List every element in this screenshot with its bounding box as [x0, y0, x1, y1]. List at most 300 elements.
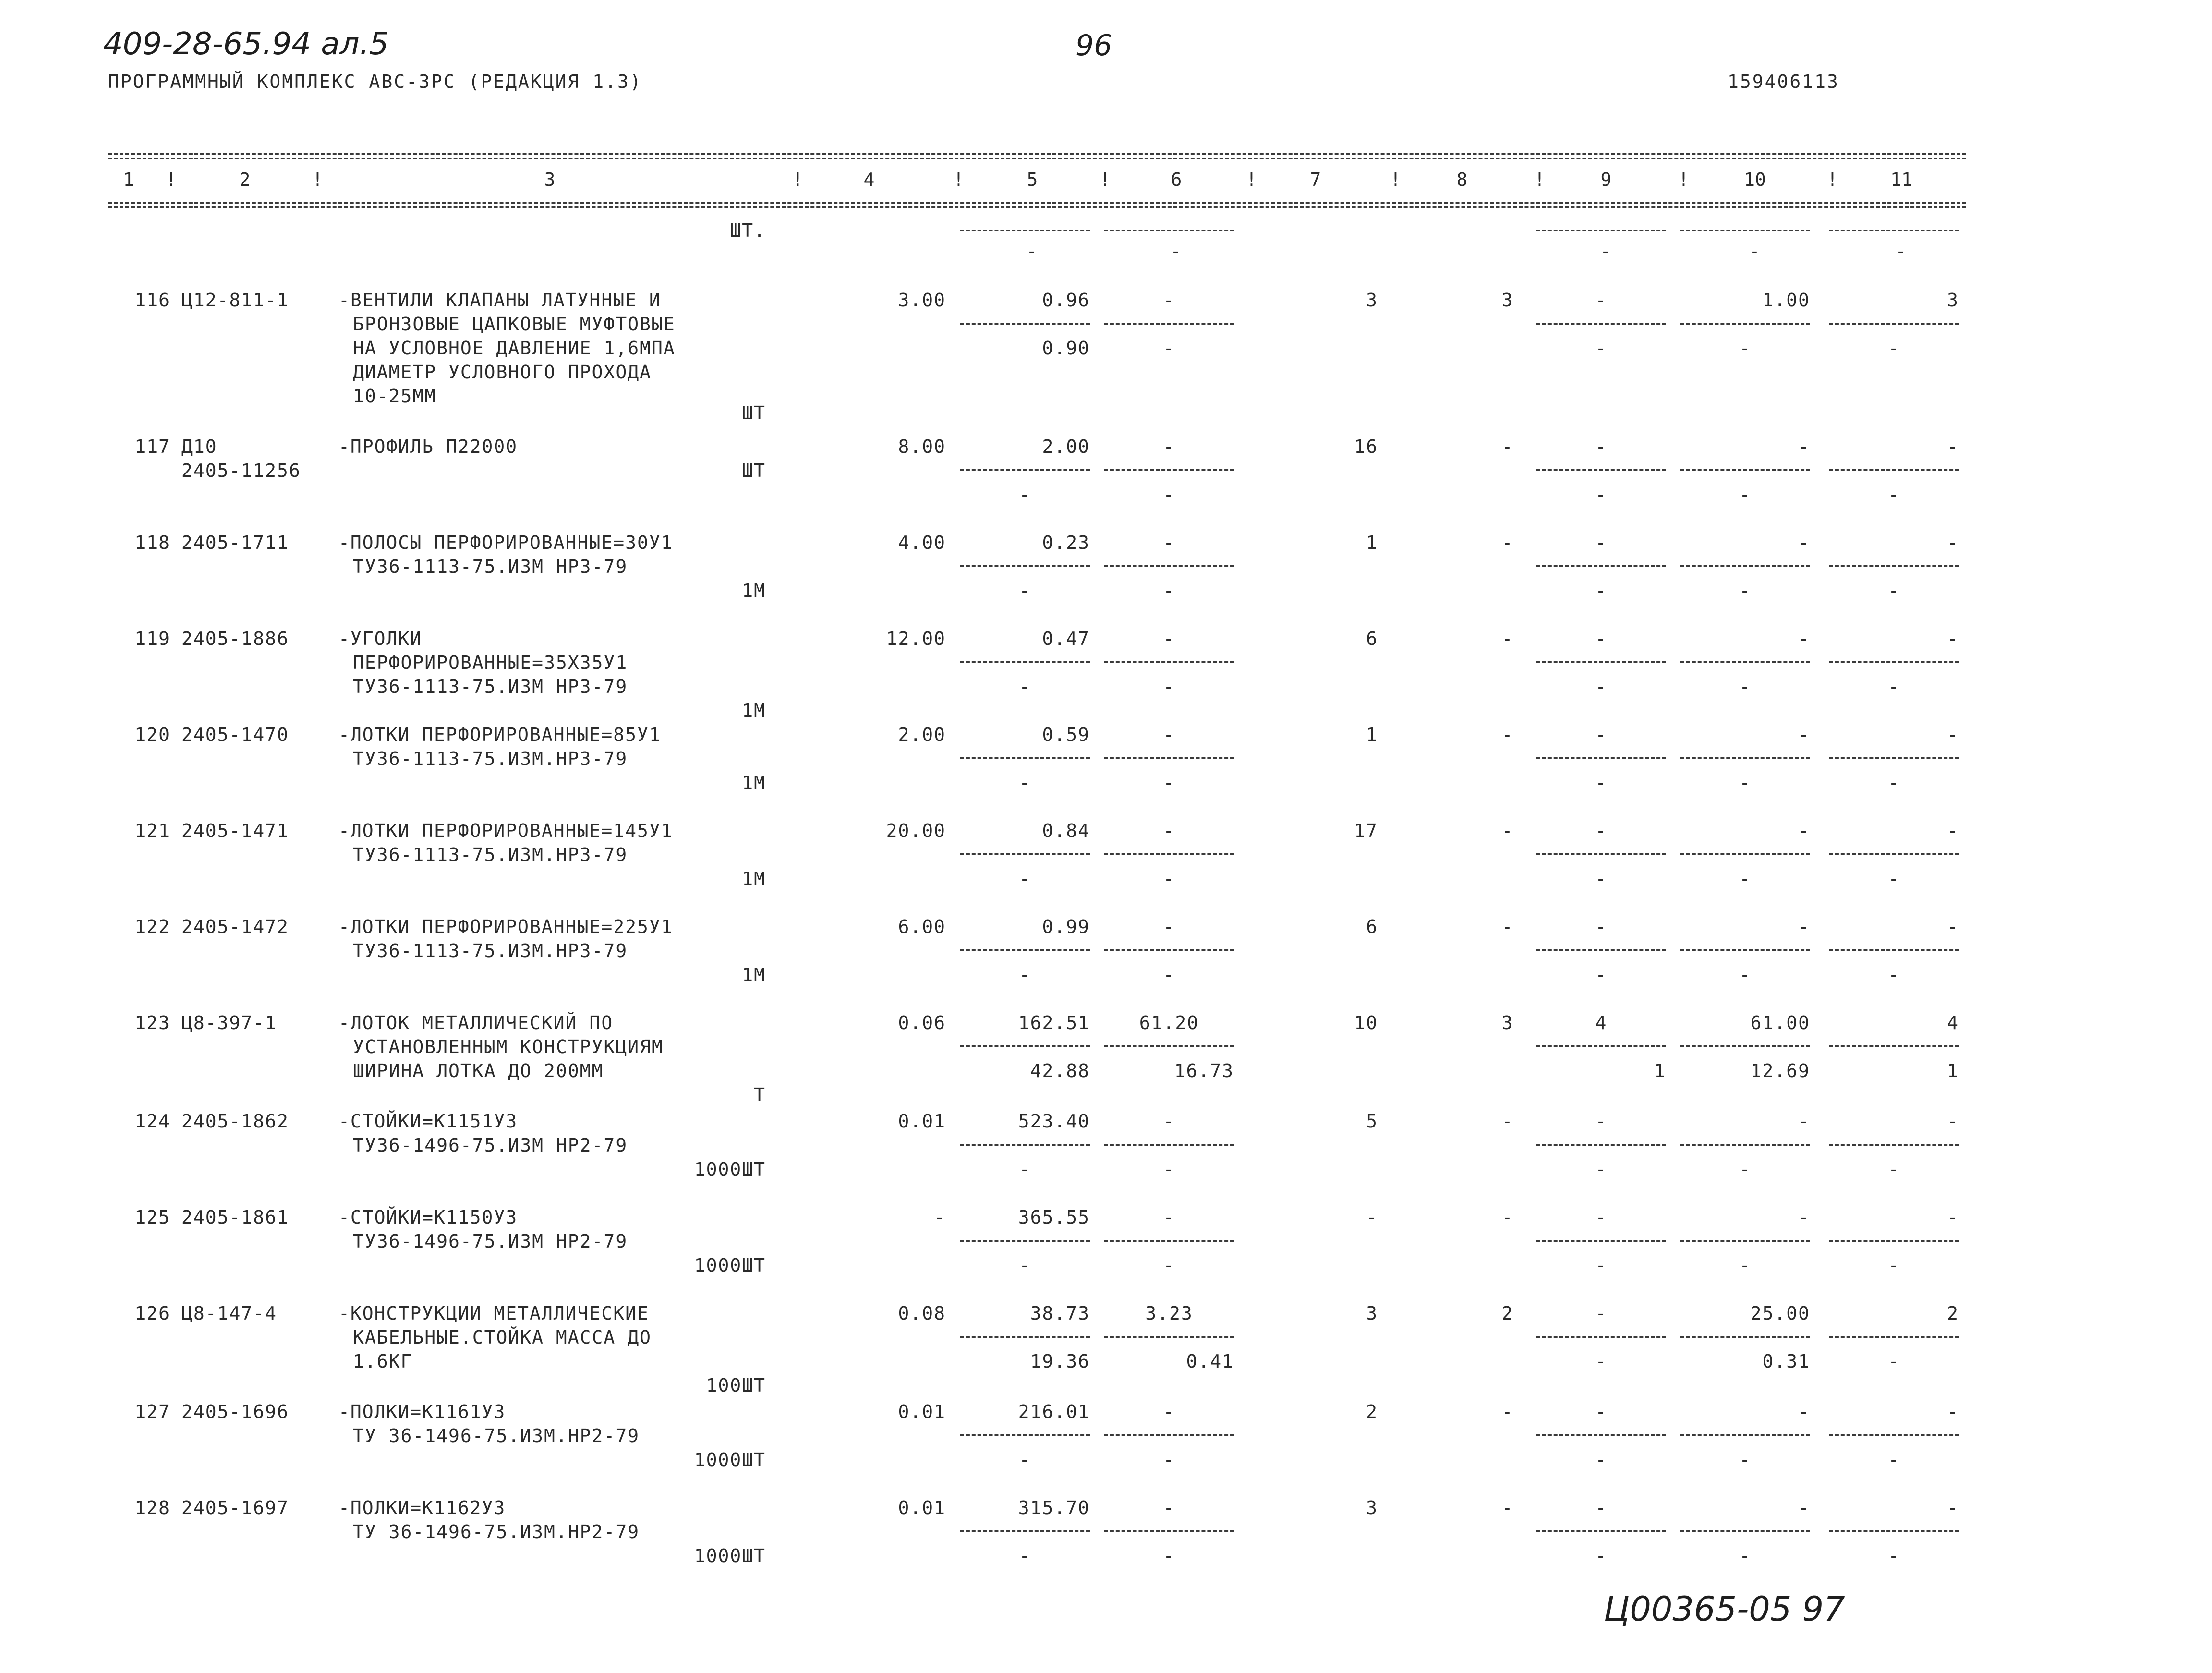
cost-value-secondary: -	[1019, 1159, 1031, 1180]
value-col-11-secondary: -	[1888, 772, 1900, 793]
resource-description: ДИАМЕТР УСЛОВНОГО ПРОХОДА	[353, 362, 652, 383]
page-number: 96	[1076, 29, 1112, 62]
column-separator: !	[1827, 169, 1838, 190]
value-col-11-secondary: -	[1888, 1255, 1900, 1276]
row-number: 128	[134, 1497, 170, 1518]
value-divider	[1829, 757, 1959, 759]
value-col-8: -	[1501, 1497, 1514, 1518]
resource-description: БРОНЗОВЫЕ ЦАПКОВЫЕ МУФТОВЫЕ	[353, 314, 676, 335]
value-col-11: -	[1947, 1497, 1959, 1518]
value-col-8: -	[1501, 916, 1514, 937]
resource-description: ТУ36-1113-75.ИЗМ.НР3-79	[353, 844, 628, 865]
resource-description: -СТОЙКИ=К1150У3	[338, 1207, 518, 1228]
resource-description: ТУ36-1113-75.ИЗМ НР3-79	[353, 676, 628, 697]
cost-value: 0.84	[1042, 820, 1090, 841]
value-col-7: 1	[1366, 532, 1378, 553]
cost-value: 523.40	[1018, 1111, 1090, 1132]
value-divider	[1680, 230, 1810, 231]
header-rule-bottom	[108, 202, 1966, 204]
value-col-8: 2	[1501, 1303, 1514, 1324]
cost-value-secondary: -	[1019, 1545, 1031, 1566]
header-rule-top-2	[108, 158, 1966, 159]
value-divider	[1536, 565, 1666, 567]
row-number: 122	[134, 916, 170, 937]
column-header-6: 6	[1171, 169, 1182, 190]
cost-value-secondary: 0.90	[1042, 338, 1090, 359]
cost-value-secondary: -	[1163, 964, 1175, 985]
column-header-9: 9	[1600, 169, 1612, 190]
cost-value: -	[1163, 916, 1175, 937]
column-separator: !	[1390, 169, 1401, 190]
value-col-9-secondary: -	[1595, 338, 1608, 359]
value-col-8: -	[1501, 1401, 1514, 1422]
value-col-10-secondary: -	[1739, 484, 1752, 505]
column-header-7: 7	[1310, 169, 1321, 190]
header-rule-top	[108, 153, 1966, 155]
value-col-9: -	[1595, 1111, 1608, 1132]
value-divider	[1829, 1045, 1959, 1047]
row-number: 121	[134, 820, 170, 841]
column-header-3: 3	[544, 169, 556, 190]
column-separator: !	[792, 169, 803, 190]
value-col-9: 4	[1595, 1012, 1608, 1033]
value-divider	[1680, 949, 1810, 951]
value-col-9: -	[1595, 916, 1608, 937]
value-divider	[960, 565, 1090, 567]
column-separator: !	[1246, 169, 1257, 190]
quantity-value: 0.01	[898, 1111, 946, 1132]
value-divider	[960, 1434, 1090, 1436]
row-number: 126	[134, 1303, 170, 1324]
resource-code: Ц8-147-4	[181, 1303, 278, 1324]
empty-value: -	[1026, 241, 1039, 262]
resource-description: -ЛОТКИ ПЕРФОРИРОВАННЫЕ=85У1	[338, 724, 661, 745]
row-number: 120	[134, 724, 170, 745]
value-divider	[1829, 1434, 1959, 1436]
value-col-11: -	[1947, 532, 1959, 553]
value-divider	[1536, 853, 1666, 855]
value-divider	[1536, 1144, 1666, 1146]
value-col-10: -	[1798, 724, 1810, 745]
value-col-10: -	[1798, 628, 1810, 649]
value-divider	[1104, 1336, 1234, 1338]
value-col-7: 16	[1354, 436, 1378, 457]
row-number: 127	[134, 1401, 170, 1422]
unit-label: 1М	[742, 580, 766, 601]
unit-label: 1000ШТ	[694, 1159, 766, 1180]
cost-value-secondary: 42.88	[1030, 1060, 1090, 1081]
resource-code: 2405-1472	[181, 916, 289, 937]
cost-value-secondary: -	[1019, 484, 1031, 505]
value-col-10-secondary: -	[1739, 1255, 1752, 1276]
value-col-11: 2	[1947, 1303, 1959, 1324]
value-col-8: -	[1501, 724, 1514, 745]
value-col-11: -	[1947, 820, 1959, 841]
value-col-10-secondary: -	[1739, 868, 1752, 889]
value-divider	[1104, 469, 1234, 471]
value-divider	[1829, 949, 1959, 951]
value-col-10: -	[1798, 820, 1810, 841]
value-divider	[1680, 757, 1810, 759]
quantity-value: 6.00	[898, 916, 946, 937]
value-col-9: -	[1595, 532, 1608, 553]
archive-stamp: Ц00365-05 97	[1604, 1589, 1845, 1629]
resource-code: 2405-1470	[181, 724, 289, 745]
cost-value-secondary: 0.41	[1186, 1351, 1234, 1372]
quantity-value: 0.06	[898, 1012, 946, 1033]
cost-value: 0.23	[1042, 532, 1090, 553]
value-col-7: 10	[1354, 1012, 1378, 1033]
row-number: 116	[134, 290, 170, 311]
value-col-11: -	[1947, 916, 1959, 937]
column-header-2: 2	[239, 169, 251, 190]
value-col-9-secondary: -	[1595, 1255, 1608, 1276]
value-divider	[1680, 323, 1810, 325]
quantity-value: 8.00	[898, 436, 946, 457]
cost-value-secondary: -	[1163, 1159, 1175, 1180]
value-col-7: 5	[1366, 1111, 1378, 1132]
value-divider	[1680, 1144, 1810, 1146]
resource-code: 2405-1471	[181, 820, 289, 841]
resource-description: 1.6КГ	[353, 1351, 413, 1372]
value-col-9: -	[1595, 290, 1608, 311]
resource-code: Д10	[181, 436, 218, 457]
cost-value: 2.00	[1042, 436, 1090, 457]
header-rule-bottom-2	[108, 206, 1966, 208]
value-divider	[960, 1045, 1090, 1047]
value-divider	[1829, 661, 1959, 663]
resource-description: НА УСЛОВНОЕ ДАВЛЕНИЕ 1,6МПА	[353, 338, 676, 359]
value-col-9-secondary: 1	[1654, 1060, 1666, 1081]
cost-value: 315.70	[1018, 1497, 1090, 1518]
value-col-10-secondary: -	[1739, 1545, 1752, 1566]
cost-value: 3.23	[1145, 1303, 1193, 1324]
column-header-1: 1	[123, 169, 134, 190]
cost-value: -	[1163, 724, 1175, 745]
value-divider	[960, 323, 1090, 325]
value-col-11-secondary: 1	[1947, 1060, 1959, 1081]
row-number: 118	[134, 532, 170, 553]
value-divider	[1829, 853, 1959, 855]
value-col-11: -	[1947, 628, 1959, 649]
resource-description: -ПОЛОСЫ ПЕРФОРИРОВАННЫЕ=30У1	[338, 532, 673, 553]
value-col-8: -	[1501, 1207, 1514, 1228]
value-col-10-secondary: -	[1739, 676, 1752, 697]
value-col-7: 3	[1366, 290, 1378, 311]
value-col-10-secondary: -	[1739, 338, 1752, 359]
resource-code: 2405-11256	[181, 460, 301, 481]
cost-value-secondary: 16.73	[1174, 1060, 1234, 1081]
value-divider	[1680, 469, 1810, 471]
cost-value-secondary: 19.36	[1030, 1351, 1090, 1372]
empty-value: -	[1895, 241, 1908, 262]
resource-description: УСТАНОВЛЕННЫМ КОНСТРУКЦИЯМ	[353, 1036, 664, 1057]
value-divider	[1829, 1530, 1959, 1532]
value-divider	[1680, 1045, 1810, 1047]
cost-value-secondary: -	[1163, 484, 1175, 505]
cost-value-secondary: -	[1163, 676, 1175, 697]
unit-label: 1М	[742, 868, 766, 889]
value-divider	[1829, 323, 1959, 325]
value-col-9-secondary: -	[1595, 1449, 1608, 1470]
cost-value: -	[1163, 436, 1175, 457]
cost-value-secondary: -	[1019, 580, 1031, 601]
value-divider	[1104, 1530, 1234, 1532]
value-col-8: -	[1501, 1111, 1514, 1132]
quantity-value: 0.01	[898, 1497, 946, 1518]
resource-code: 2405-1886	[181, 628, 289, 649]
resource-description: -ПРОФИЛЬ П22000	[338, 436, 518, 457]
quantity-value: 4.00	[898, 532, 946, 553]
value-divider	[1536, 757, 1666, 759]
value-divider	[1104, 757, 1234, 759]
row-number: 119	[134, 628, 170, 649]
value-divider	[1104, 230, 1234, 231]
unit-label: 1000ШТ	[694, 1545, 766, 1566]
value-col-9: -	[1595, 724, 1608, 745]
value-divider	[1829, 1240, 1959, 1242]
cost-value: -	[1163, 1111, 1175, 1132]
column-separator: !	[166, 169, 177, 190]
cost-value: 216.01	[1018, 1401, 1090, 1422]
resource-description: ТУ36-1496-75.ИЗМ НР2-79	[353, 1231, 628, 1252]
resource-description: -ЛОТКИ ПЕРФОРИРОВАННЫЕ=225У1	[338, 916, 673, 937]
value-col-11-secondary: -	[1888, 1159, 1900, 1180]
column-header-5: 5	[1027, 169, 1038, 190]
value-col-10: 25.00	[1750, 1303, 1810, 1324]
resource-description: -ЛОТКИ ПЕРФОРИРОВАННЫЕ=145У1	[338, 820, 673, 841]
unit-label: ШТ	[742, 402, 766, 424]
cost-value: 0.47	[1042, 628, 1090, 649]
value-divider	[1104, 1434, 1234, 1436]
unit-label: ШТ	[742, 460, 766, 481]
column-separator: !	[1100, 169, 1111, 190]
cost-value: 0.96	[1042, 290, 1090, 311]
value-divider	[1536, 323, 1666, 325]
resource-description: ТУ36-1113-75.ИЗМ.НР3-79	[353, 748, 628, 769]
resource-description: -УГОЛКИ	[338, 628, 423, 649]
value-col-10-secondary: -	[1739, 772, 1752, 793]
value-col-10-secondary: -	[1739, 1159, 1752, 1180]
resource-description: -СТОЙКИ=К1151У3	[338, 1111, 518, 1132]
unit-label: 1М	[742, 964, 766, 985]
cost-value: -	[1163, 1497, 1175, 1518]
value-col-8: -	[1501, 820, 1514, 841]
cost-value: -	[1163, 628, 1175, 649]
value-col-10-secondary: -	[1739, 1449, 1752, 1470]
value-col-11: -	[1947, 724, 1959, 745]
resource-code: Ц8-397-1	[181, 1012, 278, 1033]
value-col-7: 17	[1354, 820, 1378, 841]
column-separator: !	[312, 169, 323, 190]
cost-value-secondary: -	[1019, 964, 1031, 985]
value-col-8: -	[1501, 436, 1514, 457]
resource-description: ТУ 36-1496-75.ИЗМ.НР2-79	[353, 1425, 640, 1446]
resource-description: КАБЕЛЬНЫЕ.СТОЙКА МАССА ДО	[353, 1327, 652, 1348]
value-divider	[1536, 1530, 1666, 1532]
value-divider	[1536, 949, 1666, 951]
value-col-9: -	[1595, 1497, 1608, 1518]
cost-value: -	[1163, 1207, 1175, 1228]
quantity-value: -	[934, 1207, 946, 1228]
value-col-11: -	[1947, 1401, 1959, 1422]
value-divider	[960, 661, 1090, 663]
resource-code: 2405-1696	[181, 1401, 289, 1422]
value-divider	[1680, 661, 1810, 663]
cost-value-secondary: -	[1163, 1255, 1175, 1276]
unit-label: 1М	[742, 772, 766, 793]
value-col-11-secondary: -	[1888, 580, 1900, 601]
resource-description: ШИРИНА ЛОТКА ДО 200ММ	[353, 1060, 604, 1081]
value-divider	[1536, 1434, 1666, 1436]
value-divider	[1536, 661, 1666, 663]
value-col-10-secondary: 12.69	[1750, 1060, 1810, 1081]
value-col-9: -	[1595, 1401, 1608, 1422]
row-number: 123	[134, 1012, 170, 1033]
resource-description: -КОНСТРУКЦИИ МЕТАЛЛИЧЕСКИЕ	[338, 1303, 649, 1324]
value-col-9-secondary: -	[1595, 484, 1608, 505]
column-separator: !	[1534, 169, 1545, 190]
quantity-value: 0.01	[898, 1401, 946, 1422]
document-code: 409-28-65.94 ал.5	[103, 26, 389, 62]
value-col-11-secondary: -	[1888, 868, 1900, 889]
value-divider	[960, 757, 1090, 759]
unit-label: Т	[754, 1084, 766, 1105]
value-col-11-secondary: -	[1888, 964, 1900, 985]
value-divider	[1680, 853, 1810, 855]
cost-value-secondary: -	[1163, 1449, 1175, 1470]
cost-value: 365.55	[1018, 1207, 1090, 1228]
resource-description: -ВЕНТИЛИ КЛАПАНЫ ЛАТУННЫЕ И	[338, 290, 661, 311]
cost-value: 61.20	[1139, 1012, 1199, 1033]
unit-label: 1М	[742, 700, 766, 721]
cost-value: -	[1163, 820, 1175, 841]
value-divider	[1536, 1045, 1666, 1047]
value-col-9-secondary: -	[1595, 772, 1608, 793]
column-separator: !	[1678, 169, 1689, 190]
value-col-7: -	[1366, 1207, 1378, 1228]
resource-code: 2405-1862	[181, 1111, 289, 1132]
value-col-11: -	[1947, 436, 1959, 457]
resource-description: ТУ36-1496-75.ИЗМ НР2-79	[353, 1135, 628, 1156]
value-col-10: -	[1798, 532, 1810, 553]
resource-code: Ц12-811-1	[181, 290, 289, 311]
value-divider	[1104, 1240, 1234, 1242]
value-divider	[1829, 565, 1959, 567]
resource-description: ТУ36-1113-75.ИЗМ НР3-79	[353, 556, 628, 577]
cost-value: 162.51	[1018, 1012, 1090, 1033]
cost-value-secondary: -	[1019, 772, 1031, 793]
value-divider	[1104, 323, 1234, 325]
value-col-10-secondary: -	[1739, 964, 1752, 985]
value-col-9-secondary: -	[1595, 1159, 1608, 1180]
value-col-10-secondary: -	[1739, 580, 1752, 601]
value-col-11-secondary: -	[1888, 1449, 1900, 1470]
value-divider	[1104, 661, 1234, 663]
value-divider	[1104, 1144, 1234, 1146]
value-divider	[960, 1144, 1090, 1146]
quantity-value: 20.00	[886, 820, 946, 841]
value-col-10: -	[1798, 1207, 1810, 1228]
column-header-4: 4	[863, 169, 875, 190]
value-col-11-secondary: -	[1888, 484, 1900, 505]
cost-value: 38.73	[1030, 1303, 1090, 1324]
value-divider	[1829, 469, 1959, 471]
value-divider	[960, 853, 1090, 855]
value-divider	[960, 469, 1090, 471]
unit-label: 1000ШТ	[694, 1255, 766, 1276]
resource-code: 2405-1697	[181, 1497, 289, 1518]
value-divider	[1104, 565, 1234, 567]
value-col-11-secondary: -	[1888, 676, 1900, 697]
cost-value: 0.99	[1042, 916, 1090, 937]
column-header-11: 11	[1890, 169, 1912, 190]
value-divider	[960, 1240, 1090, 1242]
value-divider	[1104, 1045, 1234, 1047]
quantity-value: 2.00	[898, 724, 946, 745]
value-col-11: -	[1947, 1111, 1959, 1132]
value-divider	[1680, 1434, 1810, 1436]
value-col-10: -	[1798, 1111, 1810, 1132]
value-col-7: 6	[1366, 628, 1378, 649]
resource-code: 2405-1711	[181, 532, 289, 553]
value-col-7: 3	[1366, 1497, 1378, 1518]
resource-description: 10-25ММ	[353, 386, 437, 407]
value-divider	[1829, 230, 1959, 231]
row-number: 125	[134, 1207, 170, 1228]
cost-value-secondary: -	[1019, 1449, 1031, 1470]
value-col-8: 3	[1501, 290, 1514, 311]
resource-description: -ПОЛКИ=К1161У3	[338, 1401, 506, 1422]
value-divider	[1829, 1144, 1959, 1146]
value-divider	[1104, 949, 1234, 951]
unit-label: ШТ.	[730, 220, 766, 241]
cost-value: -	[1163, 1401, 1175, 1422]
value-col-9: -	[1595, 628, 1608, 649]
row-number: 124	[134, 1111, 170, 1132]
value-divider	[1680, 1240, 1810, 1242]
resource-description: -ПОЛКИ=К1162У3	[338, 1497, 506, 1518]
resource-description: -ЛОТОК МЕТАЛЛИЧЕСКИЙ ПО	[338, 1012, 614, 1033]
value-col-9-secondary: -	[1595, 1351, 1608, 1372]
value-col-10: -	[1798, 916, 1810, 937]
value-divider	[1536, 1240, 1666, 1242]
resource-description: ТУ 36-1496-75.ИЗМ.НР2-79	[353, 1521, 640, 1542]
value-col-10: -	[1798, 1497, 1810, 1518]
unit-label: 100ШТ	[706, 1375, 766, 1396]
quantity-value: 0.08	[898, 1303, 946, 1324]
value-divider	[1536, 230, 1666, 231]
cost-value: -	[1163, 290, 1175, 311]
value-divider	[1104, 853, 1234, 855]
value-divider	[960, 230, 1090, 231]
cost-value-secondary: -	[1163, 338, 1175, 359]
value-col-11-secondary: -	[1888, 1545, 1900, 1566]
value-col-11: 3	[1947, 290, 1959, 311]
value-col-9-secondary: -	[1595, 868, 1608, 889]
value-divider	[960, 1336, 1090, 1338]
resource-description: ТУ36-1113-75.ИЗМ.НР3-79	[353, 940, 628, 961]
value-divider	[960, 1530, 1090, 1532]
cost-value: -	[1163, 532, 1175, 553]
cost-value-secondary: -	[1163, 580, 1175, 601]
value-col-9: -	[1595, 820, 1608, 841]
value-col-10: 61.00	[1750, 1012, 1810, 1033]
value-col-9-secondary: -	[1595, 580, 1608, 601]
value-divider	[1680, 1336, 1810, 1338]
resource-code: 2405-1861	[181, 1207, 289, 1228]
value-col-11: 4	[1947, 1012, 1959, 1033]
